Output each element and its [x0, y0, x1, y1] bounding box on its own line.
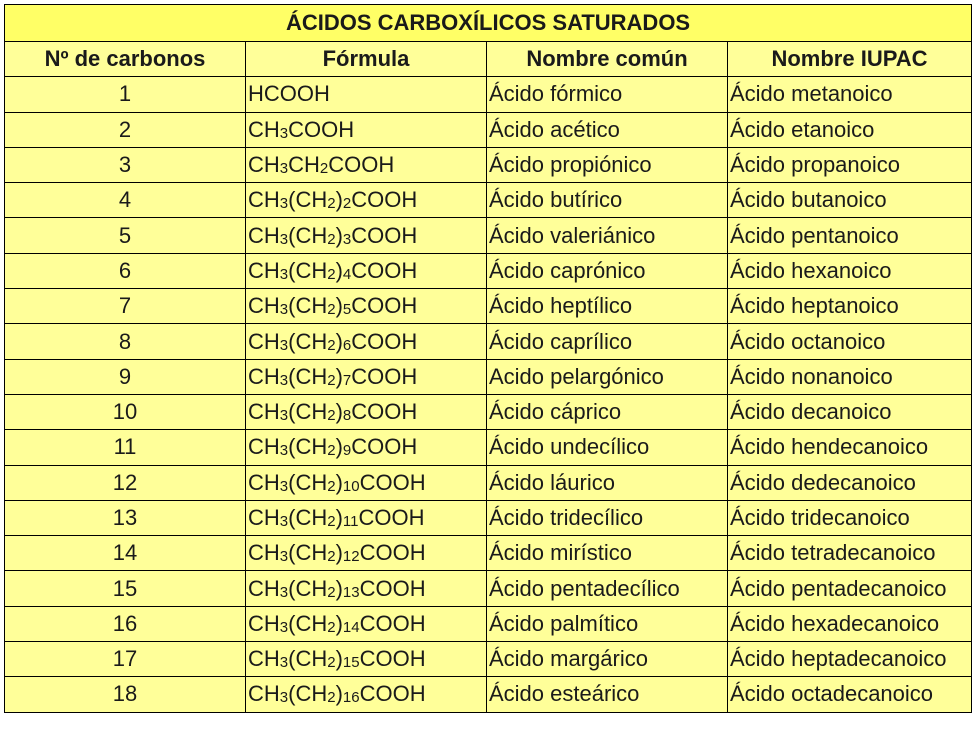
formula-subscript: 2: [327, 301, 336, 319]
common-name-cell: Ácido mirístico: [487, 536, 728, 571]
formula-text: COOH: [359, 646, 426, 672]
common-name-cell: Ácido heptílico: [487, 289, 728, 324]
formula-cell: [246, 606, 487, 641]
formula-subscript: 3: [279, 583, 289, 601]
formula-text: COOH: [351, 222, 418, 248]
formula-subscript: 3: [279, 548, 289, 566]
formula-cell: [246, 394, 487, 429]
formula-text: ): [335, 257, 343, 283]
formula-subscript: 2: [319, 160, 329, 178]
formula-text: CH: [248, 399, 280, 425]
formula-subscript: 3: [279, 618, 289, 636]
formula-subscript: 3: [279, 654, 289, 672]
formula-text: CH: [248, 152, 280, 178]
table-row: [5, 606, 972, 641]
common-name-cell: Ácido láurico: [487, 465, 728, 500]
carbon-count-cell: 15: [5, 571, 246, 606]
carbon-count-cell: 16: [5, 606, 246, 641]
formula-text: COOH: [358, 505, 425, 530]
table-row: [5, 183, 972, 218]
table-row: [5, 253, 972, 288]
formula-subscript: 13: [342, 583, 360, 601]
table-row: [5, 359, 972, 394]
header-carbon-count: Nº de carbonos: [5, 42, 246, 77]
formula-subscript: 2: [327, 336, 336, 354]
formula-cell: [246, 218, 487, 253]
formula-subscript: 9: [342, 442, 352, 460]
formula-text: CH: [248, 363, 280, 389]
formula-subscript: 3: [279, 477, 289, 495]
formula-subscript: 2: [327, 442, 336, 460]
carbon-count-cell: 4: [5, 183, 246, 218]
formula-text: (CH: [288, 399, 328, 425]
formula-subscript: 2: [327, 548, 336, 566]
formula-text: HCOOH: [248, 81, 330, 107]
formula-cell: [246, 430, 487, 465]
table-row: [5, 147, 972, 182]
formula-subscript: 4: [342, 265, 352, 283]
header-formula: Fórmula: [246, 42, 487, 77]
iupac-name-cell: Ácido pentadecanoico: [728, 571, 972, 606]
formula-cell: [246, 147, 487, 182]
formula-cell: [246, 77, 487, 112]
iupac-name-cell: Ácido nonanoico: [728, 359, 972, 394]
formula-text: COOH: [351, 257, 418, 283]
formula-text: CH: [248, 646, 280, 672]
carbon-count-cell: 7: [5, 289, 246, 324]
common-name-cell: Ácido esteárico: [487, 677, 728, 712]
formula-subscript: 15: [342, 654, 360, 672]
carbon-count-cell: 14: [5, 536, 246, 571]
formula-text: COOH: [359, 610, 426, 636]
common-name-cell: Ácido valeriánico: [487, 218, 728, 253]
iupac-name-cell: Ácido pentanoico: [728, 218, 972, 253]
formula-text: COOH: [351, 434, 418, 460]
formula-text: (CH: [288, 222, 328, 248]
carbon-count-cell: 1: [5, 77, 246, 112]
carbon-count-cell: 6: [5, 253, 246, 288]
formula-text: (CH: [288, 540, 328, 566]
iupac-name-cell: Ácido propanoico: [728, 147, 972, 182]
formula-text: ): [335, 610, 343, 636]
table-row: [5, 536, 972, 571]
formula-text: COOH: [359, 540, 426, 566]
carbon-count-cell: 9: [5, 359, 246, 394]
formula-text: ): [335, 328, 343, 354]
table-row: [5, 394, 972, 429]
formula-subscript: 3: [279, 195, 289, 213]
formula-text: COOH: [288, 116, 355, 142]
formula-subscript: 3: [279, 371, 289, 389]
header-common-name: Nombre común: [487, 42, 728, 77]
formula-text: (CH: [288, 575, 328, 601]
formula-subscript: 3: [279, 336, 289, 354]
iupac-name-cell: Ácido decanoico: [728, 394, 972, 429]
formula-subscript: 3: [279, 301, 289, 319]
formula-subscript: 7: [342, 371, 352, 389]
formula-subscript: 3: [279, 124, 289, 142]
formula-text: (CH: [288, 257, 328, 283]
formula-text: (CH: [288, 187, 328, 213]
formula-subscript: 8: [342, 407, 352, 425]
iupac-name-cell: Ácido dedecanoico: [728, 465, 972, 500]
formula-cell: [246, 677, 487, 712]
formula-cell: [246, 571, 487, 606]
table-row: [5, 677, 972, 712]
formula-subscript: 11: [342, 513, 359, 530]
formula-text: (CH: [288, 434, 328, 460]
carbon-count-cell: 11: [5, 430, 246, 465]
formula-text: ): [335, 293, 343, 319]
formula-subscript: 3: [279, 442, 289, 460]
iupac-name-cell: Ácido butanoico: [728, 183, 972, 218]
carbon-count-cell: 2: [5, 112, 246, 147]
formula-cell: [246, 359, 487, 394]
formula-text: CH: [248, 328, 280, 354]
formula-text: ): [335, 434, 343, 460]
formula-subscript: 2: [327, 689, 336, 707]
formula-text: ): [335, 575, 343, 601]
formula-subscript: 3: [279, 513, 289, 530]
iupac-name-cell: Ácido heptanoico: [728, 289, 972, 324]
common-name-cell: Ácido butírico: [487, 183, 728, 218]
formula-subscript: 3: [279, 160, 289, 178]
carbon-count-cell: 5: [5, 218, 246, 253]
carbon-count-cell: 17: [5, 642, 246, 677]
formula-cell: [246, 536, 487, 571]
formula-text: COOH: [359, 469, 426, 495]
formula-text: COOH: [351, 293, 418, 319]
table-body: [5, 77, 972, 712]
formula-text: COOH: [351, 328, 418, 354]
iupac-name-cell: Ácido octanoico: [728, 324, 972, 359]
carbon-count-cell: 12: [5, 465, 246, 500]
formula-text: (CH: [288, 610, 328, 636]
table-row: [5, 571, 972, 606]
formula-subscript: 16: [342, 689, 360, 707]
formula-subscript: 14: [342, 618, 360, 636]
formula-cell: [246, 253, 487, 288]
formula-text: CH: [248, 505, 280, 530]
formula-text: (CH: [288, 469, 328, 495]
iupac-name-cell: Ácido metanoico: [728, 77, 972, 112]
formula-text: CH: [248, 222, 280, 248]
formula-text: COOH: [351, 187, 418, 213]
common-name-cell: Ácido pentadecílico: [487, 571, 728, 606]
acid-table: [4, 4, 972, 713]
common-name-cell: Ácido propiónico: [487, 147, 728, 182]
formula-subscript: 3: [342, 230, 352, 248]
formula-text: (CH: [288, 646, 328, 672]
common-name-cell: Ácido caprílico: [487, 324, 728, 359]
table-row: [5, 500, 972, 535]
formula-text: ): [335, 363, 343, 389]
iupac-name-cell: Ácido hexadecanoico: [728, 606, 972, 641]
formula-subscript: 2: [327, 477, 336, 495]
common-name-cell: Ácido undecílico: [487, 430, 728, 465]
formula-text: CH: [248, 610, 280, 636]
table-row: [5, 430, 972, 465]
title-row: [5, 5, 972, 42]
table-row: [5, 324, 972, 359]
formula-text: (CH: [288, 505, 328, 530]
formula-subscript: 2: [327, 618, 336, 636]
formula-text: ): [335, 222, 343, 248]
common-name-cell: Ácido palmítico: [487, 606, 728, 641]
header-row: [5, 42, 972, 77]
common-name-cell: Ácido acético: [487, 112, 728, 147]
formula-text: (CH: [288, 681, 328, 707]
formula-subscript: 12: [342, 548, 360, 566]
formula-cell: [246, 289, 487, 324]
iupac-name-cell: Ácido etanoico: [728, 112, 972, 147]
iupac-name-cell: Ácido heptadecanoico: [728, 642, 972, 677]
formula-text: ): [335, 540, 343, 566]
iupac-name-cell: Ácido tridecanoico: [728, 500, 972, 535]
formula-text: (CH: [288, 328, 328, 354]
formula-subscript: 2: [327, 195, 336, 213]
common-name-cell: Ácido fórmico: [487, 77, 728, 112]
formula-subscript: 2: [327, 513, 336, 530]
formula-text: CH: [248, 293, 280, 319]
formula-subscript: 5: [342, 301, 352, 319]
formula-text: ): [335, 187, 343, 213]
formula-text: ): [335, 399, 343, 425]
formula-subscript: 2: [342, 195, 352, 213]
formula-subscript: 2: [327, 654, 336, 672]
iupac-name-cell: Ácido octadecanoico: [728, 677, 972, 712]
table-row: [5, 77, 972, 112]
formula-cell: [246, 324, 487, 359]
formula-cell: [246, 500, 487, 535]
formula-text: ): [335, 681, 343, 707]
common-name-cell: Ácido cáprico: [487, 394, 728, 429]
formula-subscript: 2: [327, 583, 336, 601]
formula-text: (CH: [288, 363, 328, 389]
iupac-name-cell: Ácido hendecanoico: [728, 430, 972, 465]
formula-text: CH: [248, 434, 280, 460]
common-name-cell: Ácido caprónico: [487, 253, 728, 288]
carbon-count-cell: 13: [5, 500, 246, 535]
common-name-cell: Ácido margárico: [487, 642, 728, 677]
formula-subscript: 6: [342, 336, 352, 354]
formula-text: (CH: [288, 293, 328, 319]
formula-subscript: 3: [279, 689, 289, 707]
formula-text: CH: [248, 187, 280, 213]
formula-text: COOH: [359, 575, 426, 601]
formula-subscript: 2: [327, 265, 336, 283]
formula-text: COOH: [359, 681, 426, 707]
formula-text: CH: [248, 540, 280, 566]
table-title: ÁCIDOS CARBOXÍLICOS SATURADOS: [5, 5, 972, 42]
formula-text: ): [335, 505, 343, 530]
formula-text: ): [335, 469, 343, 495]
formula-subscript: 3: [279, 230, 289, 248]
carbon-count-cell: 10: [5, 394, 246, 429]
common-name-cell: Ácido tridecílico: [487, 500, 728, 535]
iupac-name-cell: Ácido hexanoico: [728, 253, 972, 288]
formula-cell: [246, 112, 487, 147]
table-row: [5, 218, 972, 253]
formula-subscript: 3: [279, 265, 289, 283]
formula-subscript: 2: [327, 371, 336, 389]
iupac-name-cell: Ácido tetradecanoico: [728, 536, 972, 571]
formula-subscript: 2: [327, 230, 336, 248]
formula-subscript: 2: [327, 407, 336, 425]
formula-text: COOH: [328, 152, 395, 178]
header-iupac-name: Nombre IUPAC: [728, 42, 972, 77]
formula-text: CH: [248, 257, 280, 283]
formula-text: CH: [248, 116, 280, 142]
formula-text: CH: [248, 575, 280, 601]
table-row: [5, 642, 972, 677]
formula-cell: [246, 465, 487, 500]
formula-text: ): [335, 646, 343, 672]
formula-cell: [246, 642, 487, 677]
carbon-count-cell: 3: [5, 147, 246, 182]
formula-text: CH: [248, 469, 280, 495]
formula-subscript: 10: [342, 477, 360, 495]
carbon-count-cell: 8: [5, 324, 246, 359]
carbon-count-cell: 18: [5, 677, 246, 712]
table-row: [5, 289, 972, 324]
common-name-cell: Acido pelargónico: [487, 359, 728, 394]
formula-subscript: 3: [279, 407, 289, 425]
formula-text: COOH: [351, 399, 418, 425]
table-row: [5, 465, 972, 500]
formula-cell: [246, 183, 487, 218]
table-row: [5, 112, 972, 147]
formula-text: CH: [288, 152, 320, 178]
formula-text: CH: [248, 681, 280, 707]
formula-text: COOH: [351, 363, 418, 389]
